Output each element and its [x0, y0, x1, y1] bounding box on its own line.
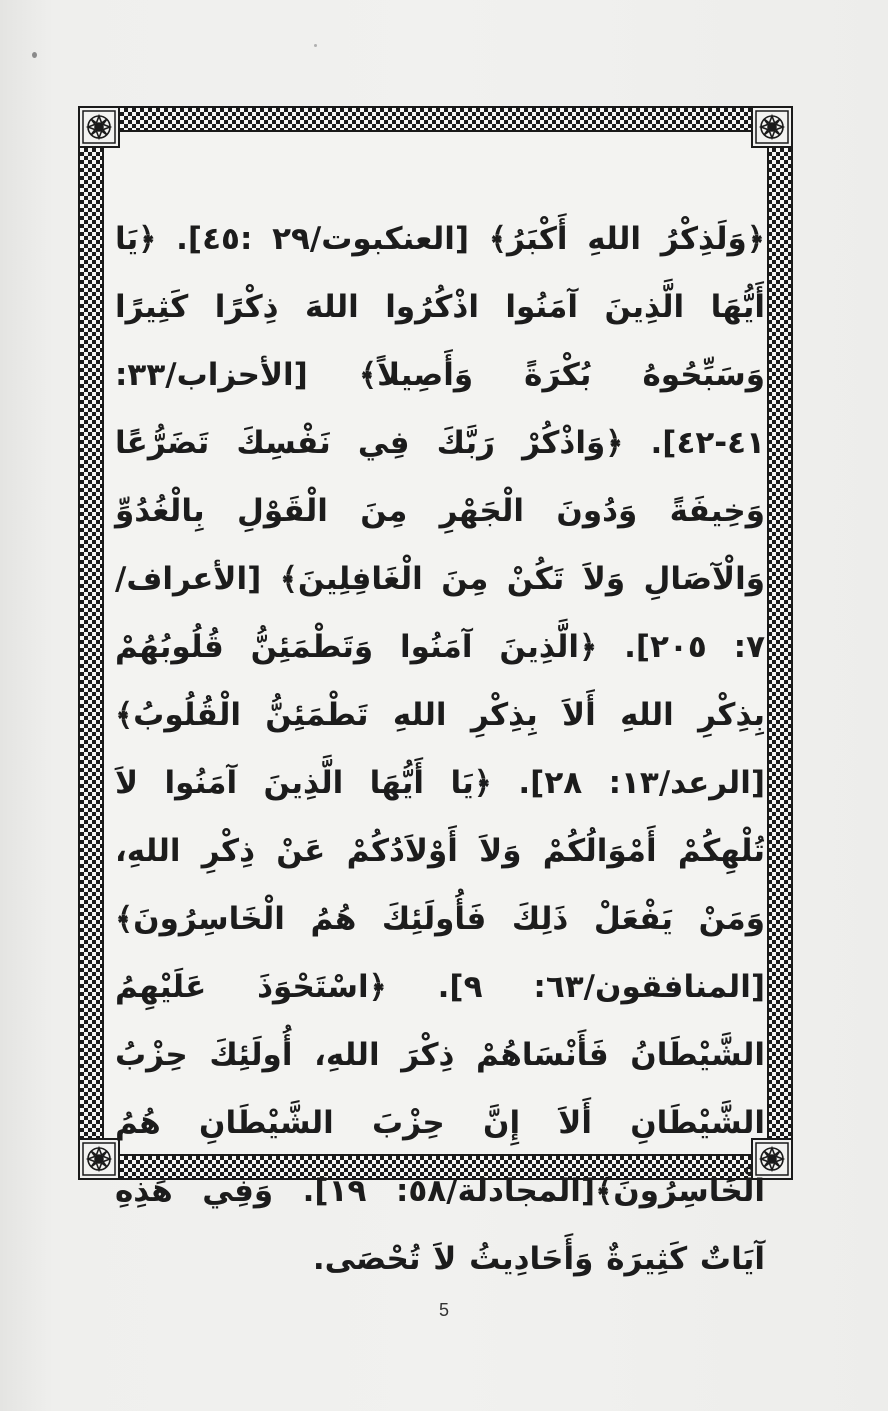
rosette-ornament-icon — [78, 1138, 120, 1180]
verses-paragraph: ﴿وَلَذِكْرُ اللهِ أَكْبَرُ﴾ [العنكبوت/٢٩ :٤٥]. ﴿يَا أَيُّهَا الَّذِينَ آمَنُوا اذْكُرُوا اللهَ ذِكْرًا كَثِيرًا وَسَبِّحُوهُ بُكْرَةً وَأَصِيلاً﴾ [الأحزاب/٣٣: ٤١-٤٢]. ﴿وَاذْكُرْ رَبَّكَ فِي نَفْسِكَ تَضَرُّعًا وَخِيفَةً وَدُونَ الْجَهْرِ مِنَ الْقَوْلِ بِالْغُدُوِّ وَالْآصَالِ وَلاَ تَكُنْ مِنَ الْغَافِلِينَ﴾ [الأعراف/٧: ٢٠٥]. ﴿الَّذِينَ آمَنُوا وَتَطْمَئِنُّ قُلُوبُهُمْ بِذِكْرِ اللهِ أَلاَ بِذِكْرِ اللهِ تَطْمَئِنُّ الْقُلُوبُ﴾ [الرعد/١٣: ٢٨]. ﴿يَا أَيُّهَا الَّذِينَ آمَنُوا لاَ تُلْهِكُمْ أَمْوَالُكُمْ وَلاَ أَوْلاَدُكُمْ عَنْ ذِكْرِ اللهِ، وَمَنْ يَفْعَلْ ذَلِكَ فَأُولَئِكَ هُمُ الْخَاسِرُونَ﴾ [المنافقون/٦٣: ٩]. ﴿اسْتَحْوَذَ عَلَيْهِمُ الشَّيْطَانُ فَأَنْسَاهُمْ ذِكْرَ اللهِ، أُولَئِكَ حِزْبُ الشَّيْطَانِ أَلاَ إِنَّ حِزْبَ الشَّيْطَانِ هُمُ الْخَاسِرُونَ﴾[المجادلة/٥٨: ١٩]. وَفِي هَذِهِ آيَاتٌ كَثِيرَةٌ وَأَحَادِيثُ لاَ تُحْصَى. — [115, 221, 765, 1277]
quran-verses-text — [115, 205, 765, 1277]
page-number: 5 — [438, 1300, 449, 1320]
rosette-ornament-icon — [751, 106, 793, 148]
paper-speck — [32, 52, 37, 58]
paper-speck — [314, 44, 317, 47]
rosette-ornament-icon — [78, 106, 120, 148]
